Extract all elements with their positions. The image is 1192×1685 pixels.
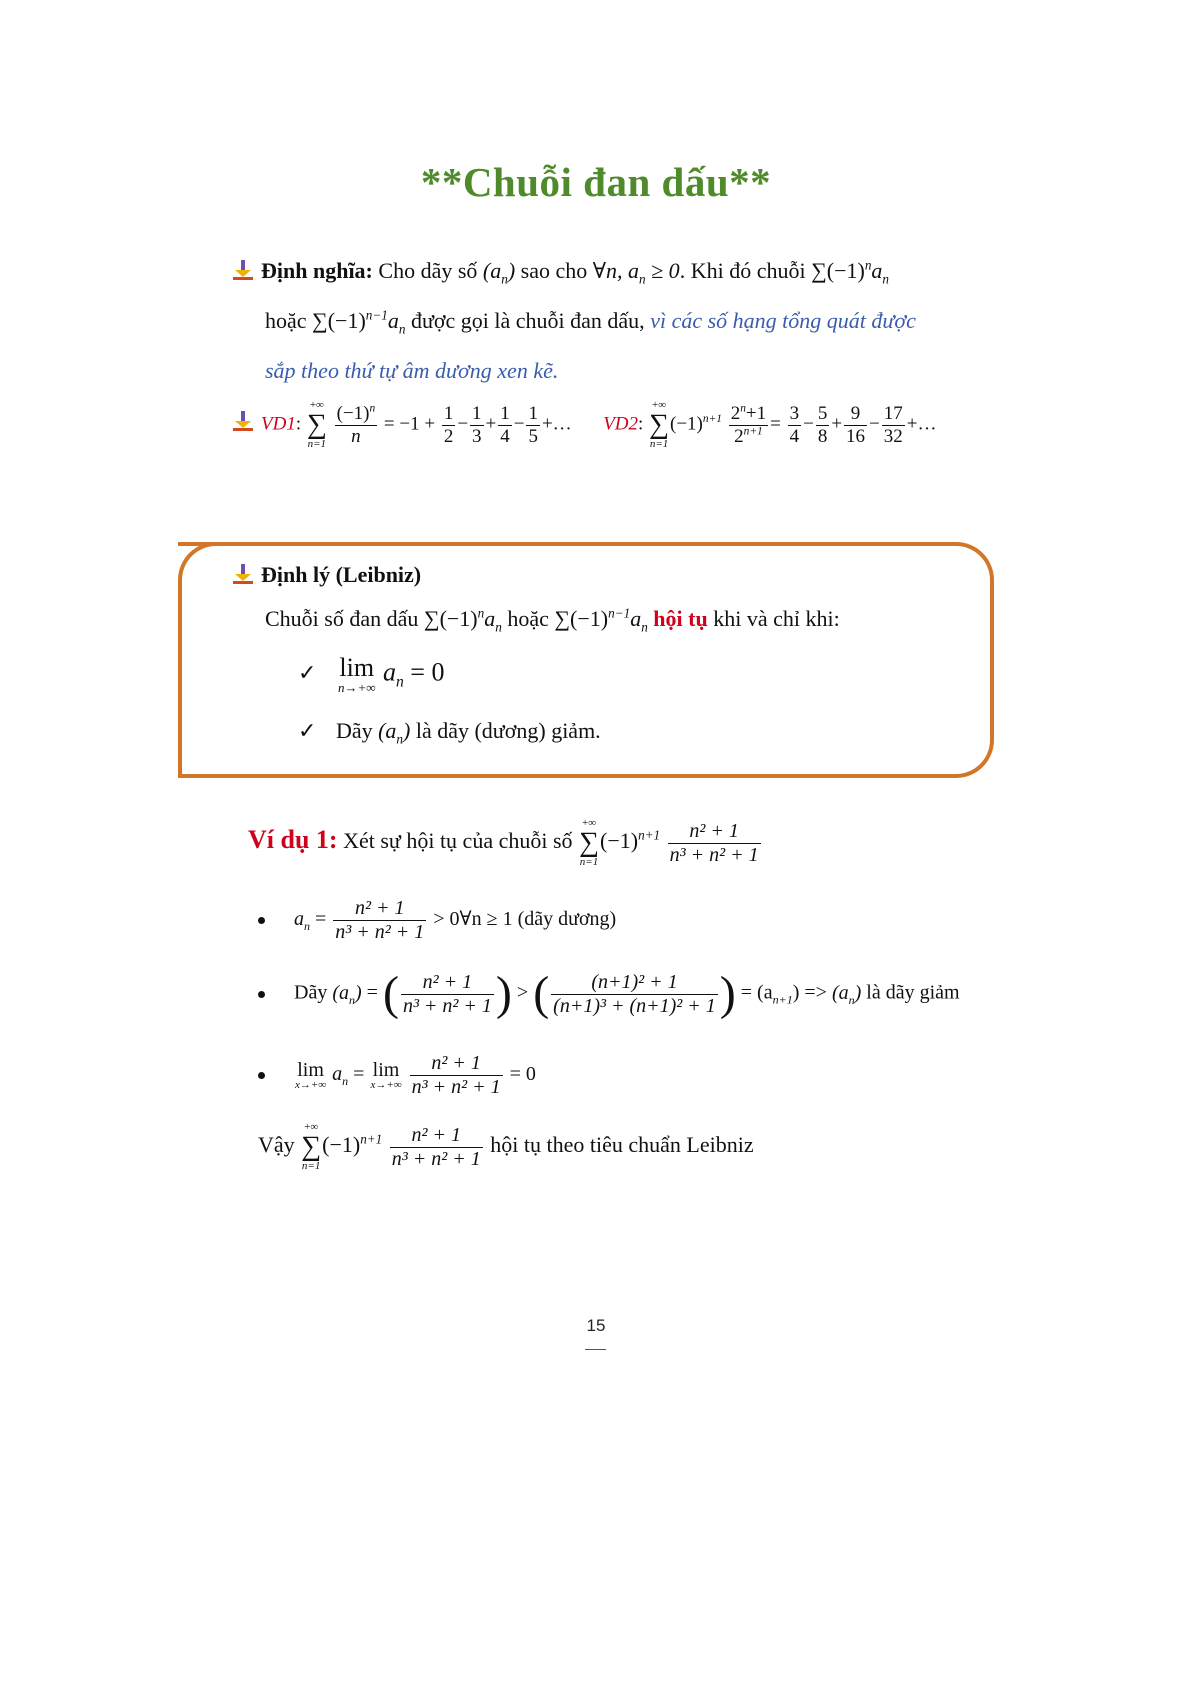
definition-italic-1: vì các số hạng tổng quát được <box>650 308 916 333</box>
conclusion-start: Vậy <box>258 1132 295 1158</box>
definition-text-2: sao cho <box>520 258 588 283</box>
cond2-text-2: là dãy (dương) giảm. <box>415 718 601 743</box>
definition-label: Định nghĩa: <box>261 258 373 283</box>
theorem-text-3: khi và chỉ khi: <box>713 606 840 631</box>
condition: ∀n, $a_n \ge 0$ <box>592 258 680 287</box>
definition-text-3: . Khi đó chuỗi <box>679 258 806 283</box>
bullet2-text: Dãy <box>294 981 328 1004</box>
sum-symbol: +∞ ∑ n=1 <box>649 399 670 450</box>
theorem-statement <box>265 605 840 635</box>
vd2-fraction: $\frac{2^n+1}{2^{n+1}}$ <box>730 402 767 447</box>
definition-line-2 <box>265 307 916 337</box>
bullet-dot <box>258 991 265 998</box>
or-text: hoặc <box>265 308 307 333</box>
definition-text: Cho dãy số <box>378 258 478 283</box>
vd1-tail: +… <box>541 413 572 435</box>
page-number-underline <box>585 1349 606 1350</box>
arrow-down-icon <box>233 564 253 584</box>
arrow-down-icon <box>233 411 253 431</box>
conclusion-end: hội tụ theo tiêu chuẩn Leibniz <box>490 1132 754 1158</box>
sum-symbol: +∞ ∑ n=1 <box>301 1121 322 1172</box>
example1-conclusion: Vậy +∞ ∑ n=1 $(-1)^{n+1}$ $\frac{\text{n² + 1}}{\text{n³ + n² + 1}}$ hội tụ theo tiêu chuẩn Leibniz <box>258 1121 754 1172</box>
sum-symbol: +∞ ∑ n=1 <box>579 817 599 868</box>
series-1: $\sum(-1)^na_n$ <box>811 257 890 287</box>
limit: lim n→+∞ <box>337 653 376 695</box>
bullet-dot <box>258 1072 265 1079</box>
cond2-text-1: Dãy <box>335 718 373 743</box>
vd2-term: (−1) <box>670 413 703 435</box>
example1-text: Xét sự hội tụ của chuỗi số <box>343 828 573 854</box>
check-icon: ✓ <box>298 718 317 743</box>
definition-line-1 <box>233 257 890 287</box>
theorem-highlight: hội tụ <box>653 606 708 631</box>
example1-heading: Ví dụ 1: Xét sự hội tụ của chuỗi số +∞ ∑ n=1 $(-1)^{n+1}$ $\frac{\text{n² + 1}}{\text{n³ + n² + 1}}$ <box>248 817 759 868</box>
theorem-heading: Định lý (Leibniz) <box>261 562 422 587</box>
vd1-label: VD1 <box>261 413 296 435</box>
example1-bullet-1: $a_n$ = $\frac{\text{n² + 1}}{\text{n³ + n² + 1}}$ > 0∀n ≥ 1 (dãy dương) <box>258 897 616 944</box>
theorem-condition-2: ✓ Dãy $(a_n)$ là dãy (dương) giảm. <box>298 718 601 747</box>
vd2-label: VD2 <box>603 413 639 435</box>
theorem-condition-1: ✓ lim n→+∞ $a_n = 0$ <box>298 653 445 695</box>
check-icon: ✓ <box>298 660 317 686</box>
cond1-rhs: = 0 <box>410 657 445 687</box>
series-2: $\sum(-1)^{n-1}a_n$ <box>312 307 406 337</box>
theorem-series-2: $\sum(-1)^{n-1}a_n$ <box>554 605 648 635</box>
theorem-text-1: Chuỗi số đan dấu <box>265 606 419 631</box>
theorem-box-corner <box>178 542 222 774</box>
bullet2-end: là dãy giảm <box>866 981 960 1004</box>
example1-bullet-3: lim x→+∞ $a_n$ = lim x→+∞ $\frac{\text{n² + 1}}{\text{n³ + n² + 1}}$ = 0 <box>258 1052 536 1099</box>
theorem-text-2: hoặc <box>507 606 549 631</box>
sum-symbol: +∞ ∑ n=1 <box>306 399 327 450</box>
page-number: 15 <box>586 1316 606 1335</box>
vd1-fraction: $\frac{(-1)^n}{n}$ <box>336 402 376 447</box>
theorem-heading-line <box>233 562 421 588</box>
definition-text-4: được gọi là chuỗi đan dấu, <box>410 308 645 333</box>
theorem-series-1: $\sum(-1)^na_n$ <box>423 605 502 635</box>
arrow-down-icon <box>233 260 253 280</box>
example1-label: Ví dụ 1: <box>248 825 338 855</box>
bullet-dot <box>258 917 265 924</box>
example1-fraction: $\frac{\text{n² + 1}}{\text{n³ + n² + 1}}$ <box>669 819 759 866</box>
definition-italic-2: sắp theo thứ tự âm dương xen kẽ. <box>265 358 559 383</box>
vd2-tail: +… <box>906 413 937 435</box>
examples-line: VD1: +∞ ∑ n=1 $\frac{(-1)^n}{n}$ = −1 + $\frac{1}{2}$ − $\frac{1}{3}$ + $\frac{1}{4}$ − $\frac{1}{5}$ +… VD2: +∞ ∑ n=1 $(-1)^{n+1}$ $\frac{2^n+1}{2^{n+1}}$ = $\frac{3}{4}$ − $\frac{5}{8}$ + $\frac{9}{16}$ − $\frac{17}{32}$ +… <box>233 400 936 450</box>
vd1-rhs: = −1 + <box>383 413 436 435</box>
page-title: **Chuỗi đan dấu** <box>420 159 772 205</box>
bullet1-text: > 0∀n ≥ 1 (dãy dương) <box>433 908 617 931</box>
seq-an: $(a_n)$ <box>482 258 516 287</box>
example1-bullet-2: Dãy $(a_n)$ = ( $\frac{\text{n² + 1}}{\text{n³ + n² + 1}}$ ) > ( $\frac{\text{(n+1)² + 1}}{\text{(n+1)³ + (n+1)² + 1}}$ ) = $(a_{n+1}) => (a_n)$ là dãy giảm <box>258 970 960 1018</box>
